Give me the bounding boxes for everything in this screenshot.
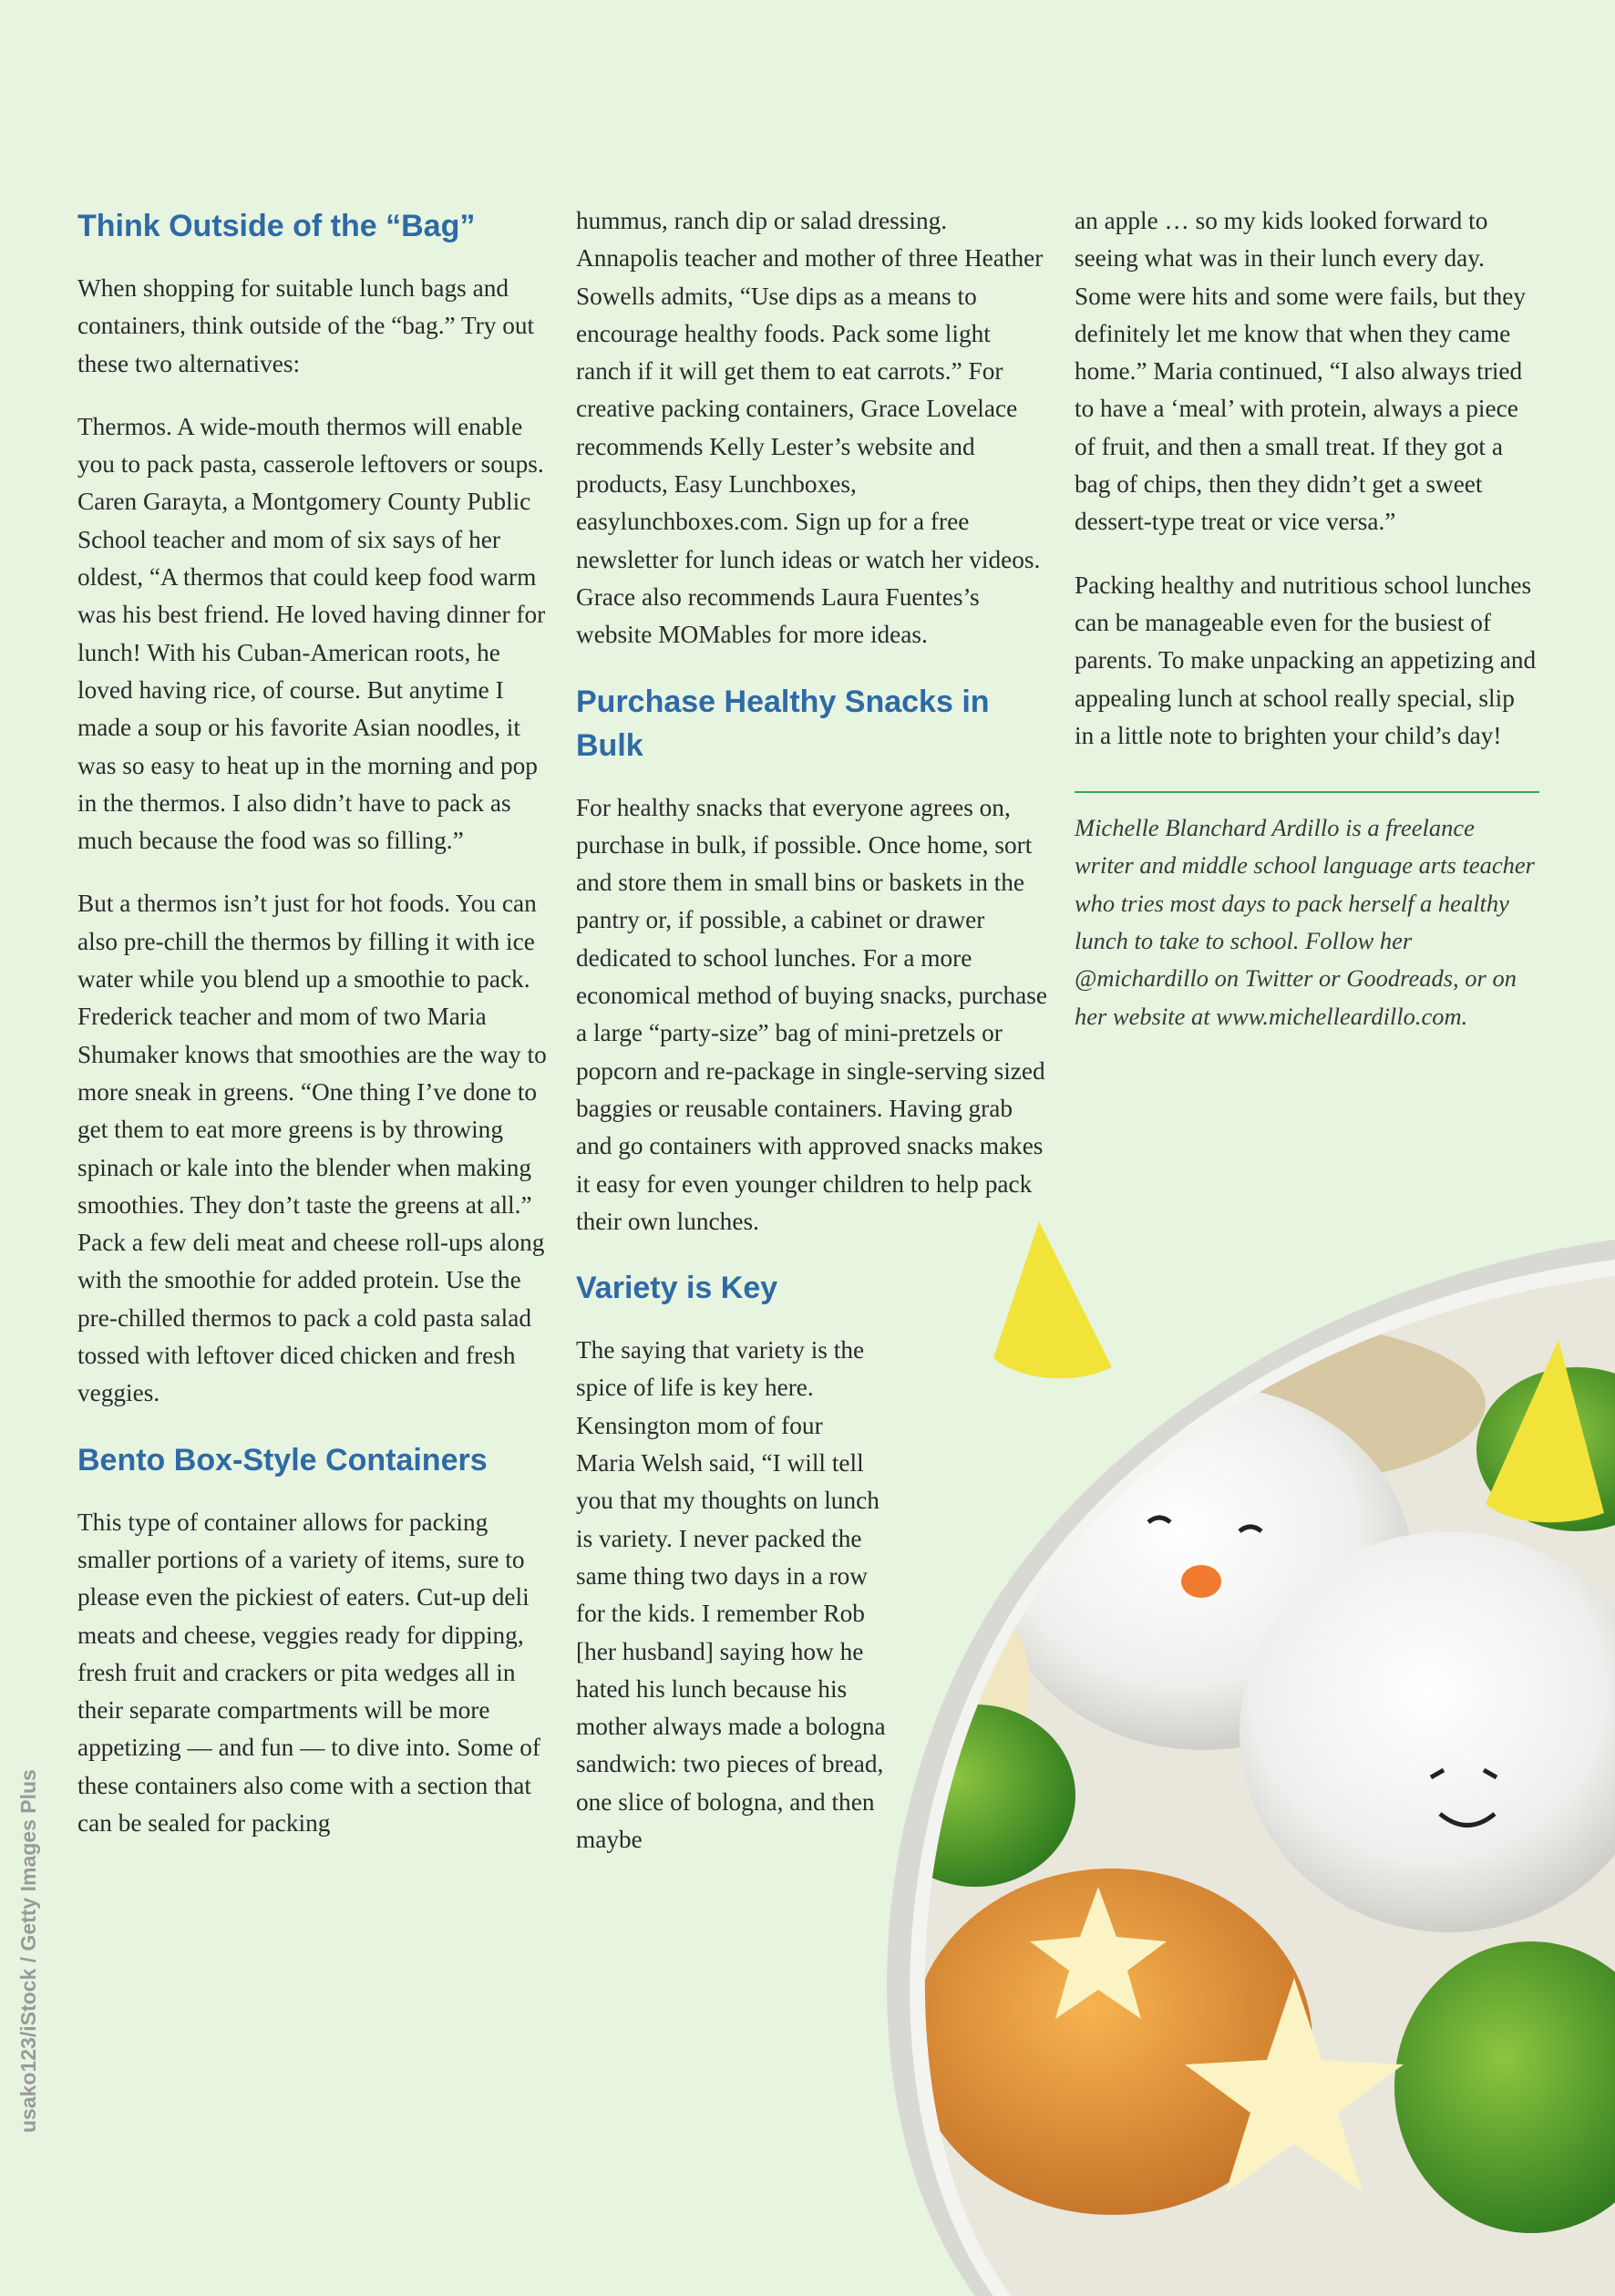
heading-variety: Variety is Key <box>576 1271 778 1306</box>
paragraph-snacks: For healthy snacks that everyone agrees on, purchase in bulk, if possible. Once home, sort and store them in small bins or baskets in the pantry or, if possible, a cabinet or drawer dedicated to school lunches. For a more economical method of buying snacks, purchase a large “party-size” bag of mini-pretzels or popcorn and re-package in single-serving sized baggies or reusable containers. Having grab and go containers with approved snacks makes it easy for even younger children to help pack their own lunches. <box>576 793 1047 1235</box>
bento-lunch-photo <box>857 1176 1615 2296</box>
paragraph: When shopping for suitable lunch bags and containers, think outside of the “bag.” Try out these two alternatives: <box>77 274 535 377</box>
column-1 <box>77 202 551 1868</box>
paragraph-bento: This type of container allows for packing smaller portions of a variety of items, sure to please even the pickiest of eaters. Cut-up deli meats and cheese, veggies ready for dipping, fresh fruit and crackers or pita wedges all in their separate compartments will be more appetizing — and fun — to dive into. Some of these containers also come with a section that can be sealed for packing <box>77 1508 540 1837</box>
heading-bento-box: Bento Box-Style Containers <box>77 1442 488 1477</box>
paragraph-conclusion: Packing healthy and nutritious school lunches can be manageable even for the busiest of parents. To make unpacking an appetizing and appealing lunch at school really special, slip in a little note to brighten your child’s day! <box>1075 571 1537 749</box>
photo-credit: usako123/iStock / Getty Images Plus <box>16 1769 40 2133</box>
divider-rule <box>1075 791 1539 793</box>
paragraph-thermos-cold: But a thermos isn’t just for hot foods. You can also pre-chill the thermos by filling it with ice water while you blend up a smoothie to pack. Frederick teacher and mom of two Maria Shumaker knows that smoothies are the way to more sneak in greens. “One thing I’ve done to get them to eat more greens is by throwing spinach or kale into the blender when making smoothies. They don’t taste the greens at all.” Pack a few deli meat and cheese roll-ups along with the smoothie for added protein. Use the pre-chilled thermos to pack a cold pasta salad tossed with leftover diced chicken and fresh veggies. <box>77 890 547 1407</box>
author-bio: Michelle Blanchard Ardillo is a freelance writer and middle school language arts teacher who tries most days to pack herself a healthy lunch to take to school. Follow her @michardillo on Twitter or Goodreads, or on her website at www.michelleardillo.com. <box>1075 814 1535 1030</box>
paragraph-variety: The saying that variety is the spice of life is key here. Kensington mom of four Maria Welsh said, “I will tell you that my thoughts on lunch is variety. I never packed the same thing two days in a row for the kids. I remember Rob [her husband] saying how he hated his lunch because his mother always made a bologna sandwich: two pieces of bread, one slice of bologna, and then maybe <box>576 1336 886 1853</box>
heading-purchase-snacks: Purchase Healthy Snacks in Bulk <box>576 684 990 763</box>
heading-think-outside-bag: Think Outside of the “Bag” <box>77 209 476 243</box>
paragraph-dips: hummus, ranch dip or salad dressing. Annapolis teacher and mother of three Heather Sowells admits, “Use dips as a means to encourage healthy foods. Pack some light ranch if it will get them to eat carrots.” For creative packing containers, Grace Lovelace recommends Kelly Lester’s website and products, Easy Lunchboxes, easylunchboxes.com. Sign up for a free newsletter for lunch ideas or watch her videos. Grace also recommends Laura Fuentes’s website MOMables for more ideas. <box>576 207 1044 649</box>
paragraph-thermos: Thermos. A wide-mouth thermos will enable you to pack pasta, casserole leftovers or soups. Caren Garayta, a Montgomery County Public School teacher and mom of six says of her oldest, “A thermos that could keep food warm was his best friend. He loved having dinner for lunch! With his Cuban-American roots, he loved having rice, of course. But anytime I made a soup or his favorite Asian noodles, it was so easy to heat up in the morning and pop in the thermos. I also didn’t have to pack as much because the food was so filling.” <box>77 412 546 855</box>
column-3 <box>1075 202 1539 1035</box>
paragraph-apple: an apple … so my kids looked forward to seeing what was in their lunch every day. Some were hits and some were fails, but they definitely let me know that when they came home.” Maria continued, “I also always tried to have a ‘meal’ with protein, always a piece of fruit, and then a small treat. If they got a bag of chips, then they didn’t get a sweet dessert-type treat or vice versa.” <box>1075 207 1527 536</box>
